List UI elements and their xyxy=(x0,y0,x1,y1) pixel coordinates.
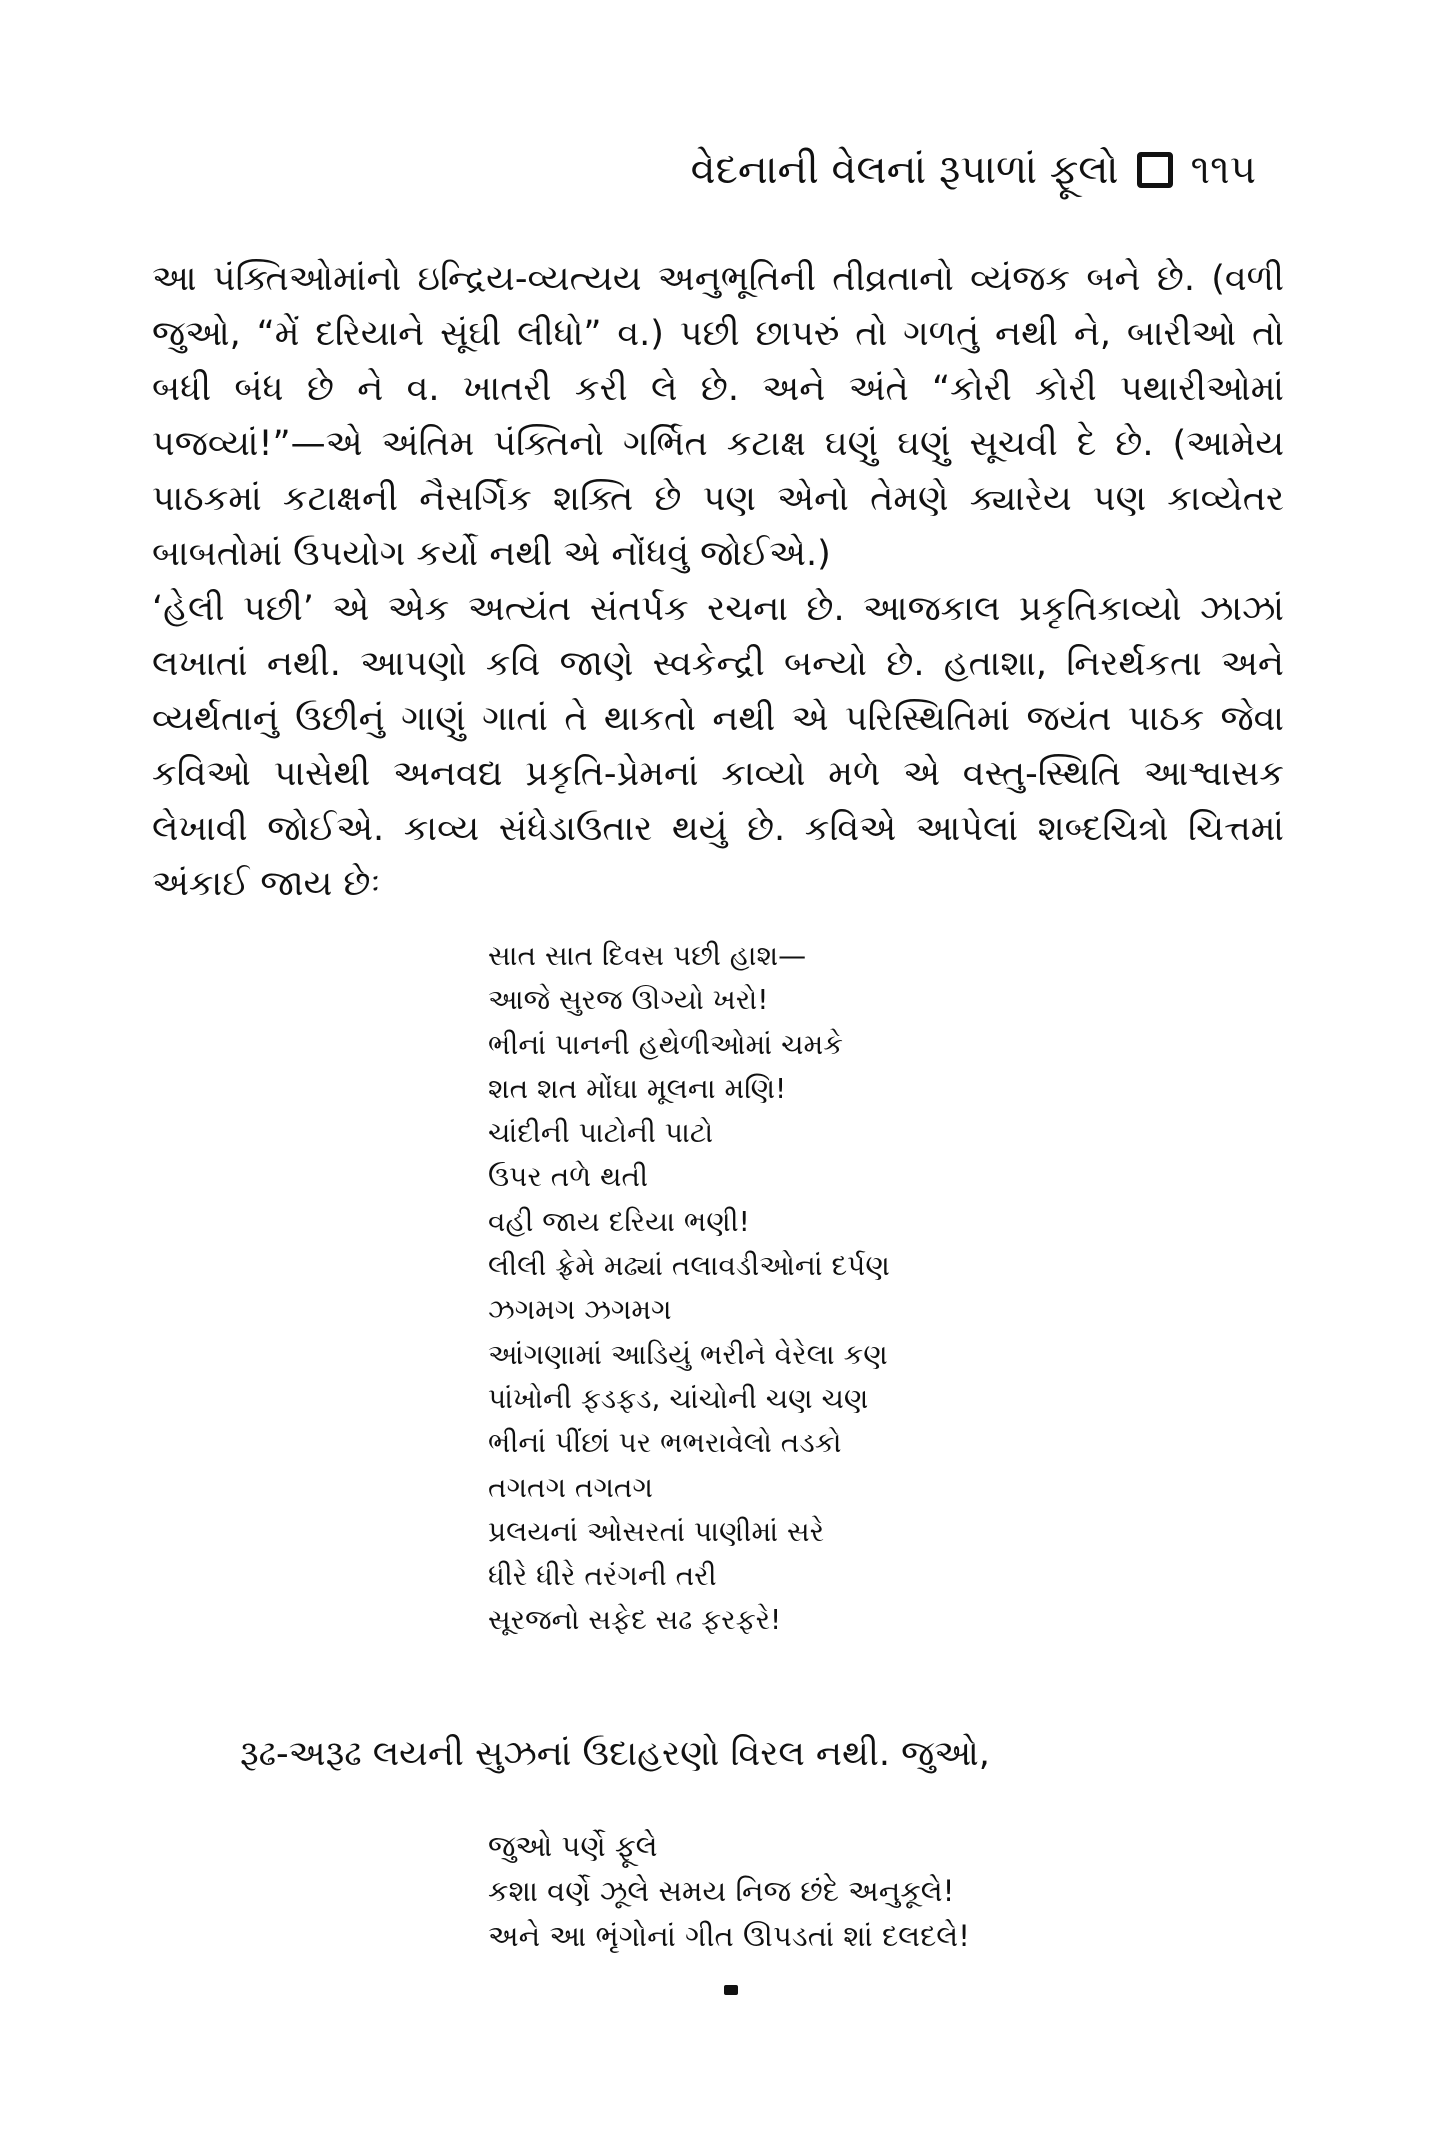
poem-line: ધીરે ધીરે તરંગની તરી xyxy=(488,1559,717,1593)
poem-line: સૂરજનો સફેદ સઢ ફરફરે! xyxy=(488,1603,782,1637)
poem-line: વહી જાય દરિયા ભણી! xyxy=(488,1204,750,1238)
poem-line: તગતગ તગતગ xyxy=(488,1470,653,1504)
running-header xyxy=(690,147,1256,193)
square-ornament-icon xyxy=(1137,152,1173,188)
poem-line: જુઓ પર્ણે ફૂલે xyxy=(488,1829,658,1863)
poem-line: આંગણામાં આડિયું ભરીને વેરેલા કણ xyxy=(488,1337,888,1371)
poem-line: પ્રલયનાં ઓસરતાં પાણીમાં સરે xyxy=(488,1514,825,1548)
poem-line: ચાંદીની પાટોની પાટો xyxy=(488,1116,714,1150)
poem-line: પાંખોની ફડફડ, ચાંચોની ચણ ચણ xyxy=(488,1381,869,1415)
poem-excerpt-1 xyxy=(488,934,1288,1643)
running-title: વેદનાની વેલનાં રૂપાળાં ફૂલો xyxy=(690,147,1119,193)
poem-excerpt-2 xyxy=(488,1824,1288,1959)
poem-line: અને આ ભૃંગોનાં ગીત ઊપડતાં શાં દલદલે! xyxy=(488,1919,970,1953)
poem-line: ઉપર તળે થતી xyxy=(488,1160,649,1194)
poem-line: ભીનાં પીંછાં પર ભભરાવેલો તડકો xyxy=(488,1426,842,1460)
poem-line: ઝગમગ ઝગમગ xyxy=(488,1293,672,1327)
poem-line: સાત સાત દિવસ પછી હાશ— xyxy=(488,939,807,972)
poem-line: કશા વર્ણે ઝૂલે સમય નિજ છંદે અનુકૂલે! xyxy=(488,1874,955,1908)
footer-ornament-icon xyxy=(724,1985,738,1995)
body-text xyxy=(152,252,1284,912)
page-number: ૧૧૫ xyxy=(1190,147,1256,193)
transition-line: રૂઢ-અરૂઢ લયની સુઝનાં ઉદાહરણો વિરલ નથી. જુઓ, xyxy=(240,1734,990,1774)
poem-line: શત શત મોંઘા મૂલના મણિ! xyxy=(488,1071,787,1105)
poem-line: ભીનાં પાનની હથેળીઓમાં ચમકે xyxy=(488,1027,844,1061)
paragraph-1: આ પંક્તિઓમાંનો ઇન્દ્રિય-વ્યત્યય અનુભૂતિની તીવ્રતાનો વ્યંજક બને છે. (વળી જુઓ, “મેં દરિયાને સૂંઘી લીધો” વ.) પછી છાપરું તો ગળતું નથી ને, બારીઓ તો બધી બંધ છે ને વ. ખાતરી કરી લે છે. અને અંતે “કોરી કોરી પથારીઓમાં પજવ્યાં!”—એ અંતિમ પંક્તિનો ગર્ભિત કટાક્ષ ઘણું ઘણું સૂચવી દે છે. (આમેય પાઠકમાં કટાક્ષની નૈસર્ગિક શક્તિ છે પણ એનો તેમણે ક્યારેય પણ કાવ્યેતર બાબતોમાં ઉપયોગ કર્યો નથી એ નોંધવું જોઈએ.) xyxy=(152,259,1284,574)
poem-line: આજે સુરજ ઊગ્યો ખરો! xyxy=(488,983,769,1017)
paragraph-2: ‘હેલી પછી’ એ એક અત્યંત સંતર્પક રચના છે. આજકાલ પ્રકૃતિકાવ્યો ઝાઝાં લખાતાં નથી. આપણો કવિ જાણે સ્વકેન્દ્રી બન્યો છે. હતાશા, નિરર્થકતા અને વ્યર્થતાનું ઉછીનું ગાણું ગાતાં તે થાકતો નથી એ પરિસ્થિતિમાં જયંત પાઠક જેવા કવિઓ પાસેથી અનવદ્ય પ્રકૃતિ-પ્રેમનાં કાવ્યો મળે એ વસ્તુ-સ્થિતિ આશ્વાસક લેખાવી જોઈએ. કાવ્ય સંધેડાઉતાર થયું છે. કવિએ આપેલાં શબ્દચિત્રો ચિત્તમાં અંકાઈ જાય છેઃ xyxy=(152,589,1284,904)
poem-line: લીલી ફ્રેમે મઢ્યાં તલાવડીઓનાં દર્પણ xyxy=(488,1249,890,1283)
